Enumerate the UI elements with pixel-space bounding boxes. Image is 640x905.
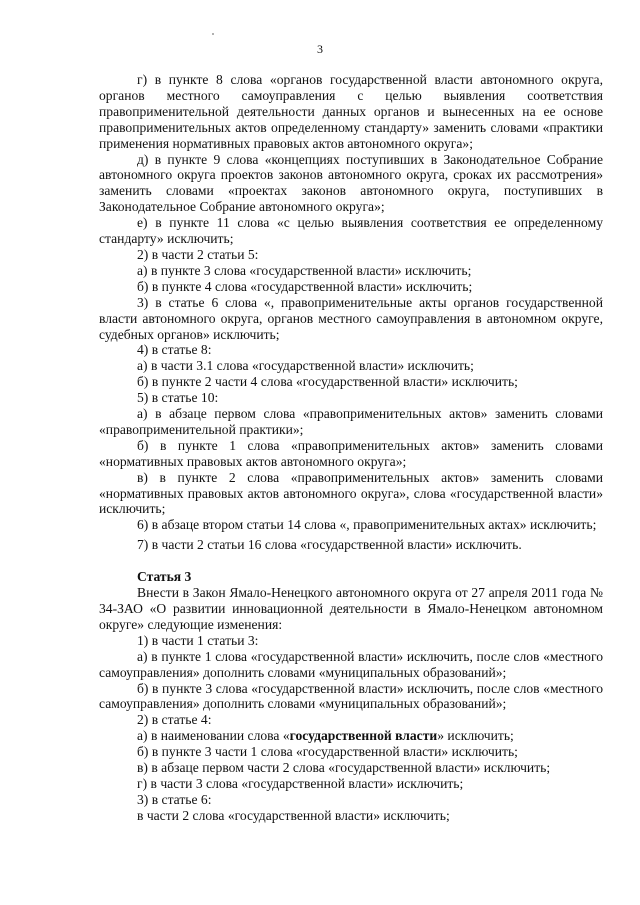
paragraph: г) в пункте 8 слова «органов государственной власти автономного округа, органов местного самоуправления с целью выявления соответствия правоприменительной деятельности данных органов и вынесенных на ее основе правоприменительных актов определенному стандарту» заменить словами «практики применения нормативных правовых актов автономного округа»; (99, 72, 603, 151)
paragraph: а) в абзаце первом слова «правоприменительных актов» заменить словами «правоприменительной практики»; (99, 406, 603, 437)
paragraph: б) в пункте 2 части 4 слова «государственной власти» исключить; (137, 374, 518, 390)
paragraph: 7) в части 2 статьи 16 слова «государственной власти» исключить. (137, 537, 522, 553)
list-item: б) в пункте 3 части 1 слова «государственной власти» исключить; (137, 744, 518, 760)
paragraph: 2) в части 2 статьи 5: (137, 246, 259, 262)
paragraph: д) в пункте 9 слова «концепциях поступивших в Законодательное Собрание автономного округа проектов законов автономного округа, сроках их рассмотрения» заменить словами «проектах законов автономного округа, поступивших в Законодательное Собрание автономного округа»; (99, 151, 603, 215)
list-item: а) в пункте 1 слова «государственной власти» исключить, после слов «местного самоуправления» дополнить словами «муниципальных образований»; (99, 648, 603, 680)
paragraph: 3) в статье 6 слова «, правоприменительные акты органов государственной власти автономного округа, органов местного самоуправления в автономном округе, судебных органов» исключить; (99, 294, 603, 342)
paragraph: б) в пункте 4 слова «государственной власти» исключить; (137, 278, 473, 294)
paragraph: б) в пункте 1 слова «правоприменительных актов» заменить словами «нормативных правовых актов автономного округа»; (99, 437, 603, 469)
list-item: 2) в статье 4: (137, 712, 212, 728)
document-body (99, 72, 603, 824)
text-after: » исключить; (437, 728, 514, 744)
list-item: 1) в части 1 статьи 3: (137, 632, 259, 648)
article-intro: Внести в Закон Ямало-Ненецкого автономного округа от 27 апреля 2011 года № 34-ЗАО «О развитии инновационной деятельности в Ямало-Ненецком автономном округе» следующие изменения: (99, 585, 603, 632)
paragraph: а) в части 3.1 слова «государственной власти» исключить; (137, 358, 474, 374)
paragraph: 4) в статье 8: (137, 342, 212, 358)
list-item: 3) в статье 6: (137, 791, 212, 807)
article-heading: Статья 3 (137, 569, 192, 585)
list-item: б) в пункте 3 слова «государственной власти» исключить, после слов «местного самоуправления» дополнить словами «муниципальных образований»; (99, 680, 603, 712)
list-item: г) в части 3 слова «государственной власти» исключить; (137, 775, 464, 791)
list-item: в части 2 слова «государственной власти» исключить; (137, 807, 450, 823)
paragraph: а) в пункте 3 слова «государственной власти» исключить; (137, 262, 472, 278)
paragraph: е) в пункте 11 слова «с целью выявления соответствия ее определенному стандарту» исключить; (99, 215, 603, 247)
page-number: 3 (317, 42, 323, 56)
bold-text: государственной власти (289, 728, 438, 744)
paragraph: 5) в статье 10: (137, 390, 219, 406)
text-before: а) в наименовании слова « (137, 728, 290, 744)
scan-speck (212, 33, 214, 35)
paragraph: в) в пункте 2 слова «правоприменительных актов» заменить словами «нормативных правовых актов автономного округа», слова «государственной власти» исключить; (99, 469, 603, 517)
paragraph: 6) в абзаце втором статьи 14 слова «, правоприменительных актах» исключить; (137, 517, 597, 533)
list-item: в) в абзаце первом части 2 слова «государственной власти» исключить; (137, 760, 551, 776)
list-item-with-bold (99, 728, 603, 744)
